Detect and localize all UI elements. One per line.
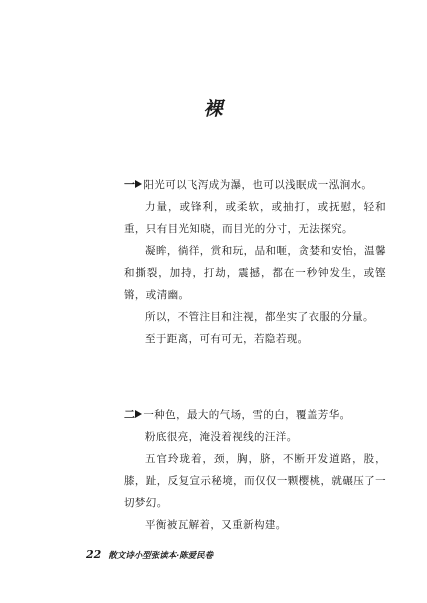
page-footer xyxy=(86,548,213,561)
paragraph: 平衡被瓦解着，又重新构建。 xyxy=(145,519,287,531)
page-number: 22 xyxy=(86,548,102,561)
section-arrow-icon xyxy=(135,180,142,188)
section-two xyxy=(124,404,386,536)
section-number: 二 xyxy=(124,408,136,421)
poem-title: 裸 xyxy=(203,98,224,120)
paragraph xyxy=(124,404,386,426)
section-one xyxy=(124,174,386,350)
section-arrow-icon xyxy=(135,410,142,418)
paragraph: 至于距离，可有可无，若隐若现。 xyxy=(145,333,309,345)
paragraph-text: 一种色，最大的气场，雪的白，覆盖芳华。 xyxy=(143,409,351,421)
section-number: 一 xyxy=(124,178,136,191)
paragraph: 凝眸，徜徉，赏和玩，品和咂，贪婪和安怡，温馨和撕裂，加持，打劫，震撼，都在一秒钟发生，或铿锵，或清幽。 xyxy=(124,245,386,301)
book-title: 散文诗小型张读本·陈爱民卷 xyxy=(108,551,214,561)
paragraph xyxy=(124,174,386,196)
paragraph: 五官玲珑着，颈，胸，脐，不断开发道路，股，膝，趾，反复宣示秘境，而仅仅一颗樱桃，就碾压了一切梦幻。 xyxy=(124,453,386,509)
paragraph: 所以，不管注目和注视，都坐实了衣服的分量。 xyxy=(145,311,374,323)
paragraph: 粉底很亮，淹没着视线的汪洋。 xyxy=(145,431,298,443)
paragraph: 力量，或锋利，或柔软，或抽打，或抚慰，轻和重，只有目光知晓，而目光的分寸，无法探究。 xyxy=(124,201,386,235)
paragraph-text: 阳光可以飞泻成为瀑，也可以浅眠成一泓涧水。 xyxy=(143,179,373,191)
